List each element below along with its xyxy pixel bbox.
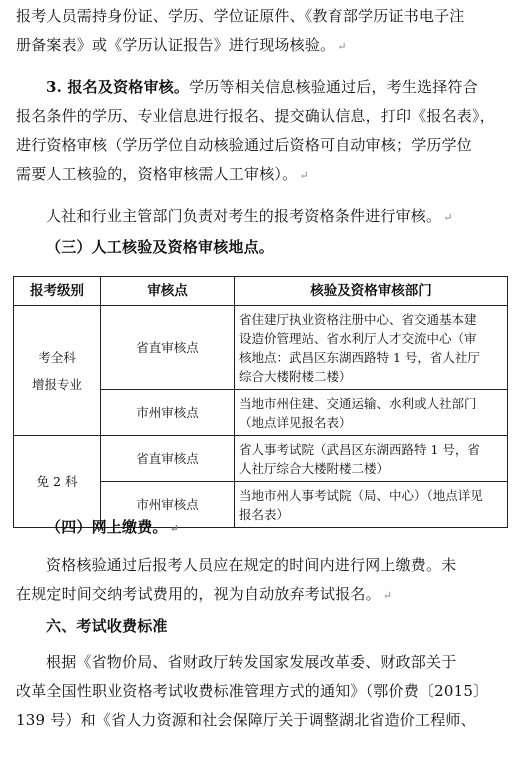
text-line: 报考人员需持身份证、学历、学位证原件、《教育部学历证书电子注 bbox=[16, 7, 465, 25]
text-line: （三）人工核验及资格审核地点。 bbox=[46, 238, 275, 256]
header-point: 审核点 bbox=[101, 277, 235, 306]
table-header-row bbox=[14, 277, 508, 306]
heading-online-payment bbox=[16, 513, 504, 542]
point-cell: 省直审核点 bbox=[101, 436, 235, 482]
text-line: 改革全国性职业资格考试收费标准管理方式的通知》（鄂价费〔2015〕 bbox=[16, 682, 489, 700]
text-line: 需要人工核验的，资格审核需人工审核）。 ↵ bbox=[16, 165, 309, 183]
level-cell: 考全科 增报专业 bbox=[14, 306, 101, 436]
heading-verification-locations bbox=[16, 233, 504, 262]
paragraph-registration bbox=[16, 73, 504, 189]
text-line: 册备案表》或《学历认证报告》进行现场核验。 ↵ bbox=[16, 36, 347, 54]
paragraph-payment bbox=[16, 551, 504, 609]
dept-cell: 当地市州人事考试院（局、中心）（地点详见 报名表） bbox=[235, 482, 508, 528]
dept-cell: 省人事考试院（武昌区东湖西路特 1 号，省 人社厅综合大楼附楼二楼） bbox=[235, 436, 508, 482]
audit-locations-table bbox=[13, 276, 508, 528]
text-line: 进行资格审核（学历学位自动核验通过后资格可自动审核；学历学位 bbox=[16, 136, 473, 154]
heading-fee-standard bbox=[16, 612, 504, 641]
paragraph-basis bbox=[16, 648, 504, 735]
paragraph-id-requirements bbox=[16, 2, 504, 60]
table-row bbox=[14, 306, 508, 390]
section-lead: 3. 报名及资格审核。 bbox=[46, 78, 190, 96]
table-row bbox=[14, 436, 508, 482]
dept-cell: 省住建厅执业资格注册中心、省交通基本建 设造价管理站、省水利厅人才交流中心（审 核地点：武昌区东湖西路特 1 号，省人社厅 综合大楼附楼二楼） bbox=[235, 306, 508, 390]
paragraph-department bbox=[16, 202, 504, 231]
level-cell: 免 2 科 bbox=[14, 436, 101, 528]
text-line: 资格核验通过后报考人员应在规定的时间内进行网上缴费。未 bbox=[46, 556, 457, 574]
text-line: 报名条件的学历、专业信息进行报名、提交确认信息，打印《报名表》， bbox=[16, 107, 495, 125]
text-line: 在规定时间交纳考试费用的，视为自动放弃考试报名。 ↵ bbox=[16, 585, 393, 603]
point-cell: 省直审核点 bbox=[101, 306, 235, 390]
text-line: 根据《省物价局、省财政厅转发国家发展改革委、财政部关于 bbox=[46, 653, 457, 671]
text-line: 3. 报名及资格审核。学历等相关信息核验通过后，考生选择符合 bbox=[46, 78, 478, 96]
header-level: 报考级别 bbox=[14, 277, 101, 306]
text-line: 139 号）和《省人力资源和社会保障厅关于调整湖北省造价工程师、 bbox=[16, 711, 476, 729]
text-line: 人社和行业主管部门负责对考生的报考资格条件进行审核。 ↵ bbox=[46, 207, 453, 225]
header-dept: 核验及资格审核部门 bbox=[235, 277, 508, 306]
text-line: （四）网上缴费。 ↵ bbox=[46, 518, 180, 536]
dept-cell: 当地市州住建、交通运输、水利或人社部门 （地点详见报名表） bbox=[235, 390, 508, 436]
point-cell: 市州审核点 bbox=[101, 390, 235, 436]
point-cell: 市州审核点 bbox=[101, 482, 235, 528]
text-line: 六、考试收费标准 bbox=[46, 617, 168, 635]
